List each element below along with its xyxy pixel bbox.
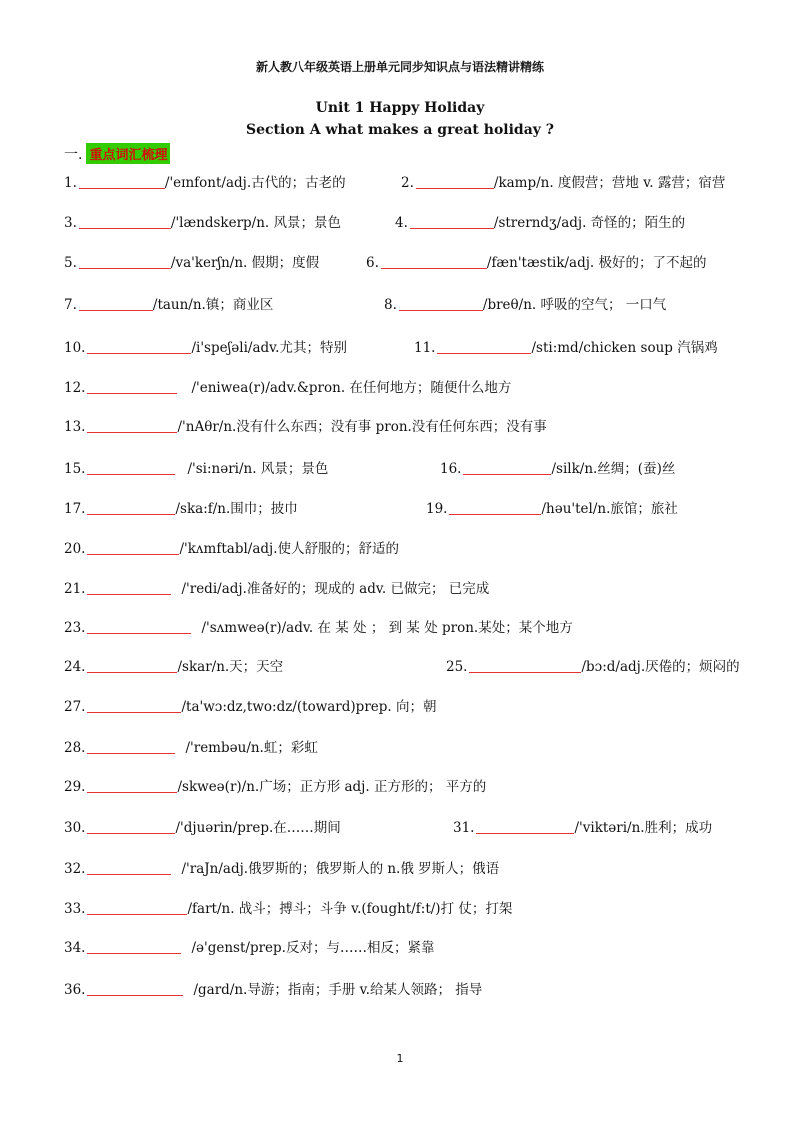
item-number: 10. [64, 340, 86, 356]
item-definition: /'raJn/adj.俄罗斯的；俄罗斯人的 n.俄 罗斯人；俄语 [181, 861, 500, 877]
vocab-item [64, 618, 573, 638]
vocab-item [64, 539, 399, 559]
answer-blank[interactable] [476, 819, 574, 834]
answer-blank[interactable] [87, 658, 177, 673]
item-definition: /sti:md/chicken soup 汽锅鸡 [531, 340, 718, 356]
vocab-item [64, 899, 512, 919]
document-title: 新人教八年级英语上册单元同步知识点与语法精讲精练 [255, 60, 544, 74]
item-definition: /ta'wɔ:dz,two:dz/(toward)prep. 向；朝 [181, 699, 437, 715]
vocab-item [384, 295, 666, 315]
item-number: 13. [64, 419, 86, 435]
answer-blank[interactable] [87, 339, 191, 354]
vocab-item [64, 579, 489, 599]
item-number: 33. [64, 901, 86, 917]
answer-blank[interactable] [87, 540, 179, 555]
item-definition: /'eniwea(r)/adv.&pron. 在任何地方；随便什么地方 [191, 380, 512, 396]
answer-blank[interactable] [87, 460, 175, 475]
vocab-item [64, 818, 341, 838]
part-number: 一. [64, 146, 83, 163]
vocab-item [414, 338, 718, 358]
item-number: 32. [64, 861, 86, 877]
vocab-item [446, 657, 740, 677]
item-number: 36. [64, 982, 86, 998]
item-number: 28. [64, 740, 86, 756]
answer-blank[interactable] [437, 339, 531, 354]
item-definition: /'eɪnfont/adj.古代的；古老的 [164, 175, 346, 191]
item-definition: /'si:nəri/n. 风景；景色 [187, 461, 329, 477]
answer-blank[interactable] [79, 174, 165, 189]
answer-blank[interactable] [87, 698, 181, 713]
item-number: 8. [384, 297, 397, 313]
answer-blank[interactable] [87, 819, 175, 834]
item-number: 21. [64, 581, 86, 597]
item-number: 16. [440, 461, 462, 477]
answer-blank[interactable] [79, 296, 153, 311]
item-number: 20. [64, 541, 86, 557]
vocab-item [64, 295, 273, 315]
item-number: 31. [453, 820, 475, 836]
item-definition: /'viktəri/n.胜利；成功 [574, 820, 713, 836]
vocab-item [64, 738, 318, 758]
item-definition: /strerndʒ/adj. 奇怪的；陌生的 [493, 215, 686, 231]
item-number: 24. [64, 659, 86, 675]
answer-blank[interactable] [416, 174, 494, 189]
vocab-item [395, 213, 685, 233]
vocab-item [64, 697, 436, 717]
item-definition: /fart/n. 战斗；搏斗；斗争 v.(fought/f:t/)打 仗；打架 [187, 901, 513, 917]
answer-blank[interactable] [449, 500, 541, 515]
vocab-item [64, 938, 434, 958]
item-definition: /'kʌmftabl/adj.使人舒服的；舒适的 [179, 541, 399, 557]
answer-blank[interactable] [87, 981, 183, 996]
answer-blank[interactable] [87, 860, 171, 875]
vocab-item [64, 459, 328, 479]
item-definition: /fæn'tæstik/adj. 极好的；了不起的 [486, 255, 707, 271]
section-title: Section A what makes a great holiday ? [246, 122, 554, 138]
item-number: 23. [64, 620, 86, 636]
item-definition: /ska:f/n.围巾；披巾 [175, 501, 298, 517]
answer-blank[interactable] [87, 619, 191, 634]
vocab-item [64, 213, 341, 233]
answer-blank[interactable] [87, 939, 181, 954]
item-definition: /i'speʃəli/adv.尤其；特别 [191, 340, 347, 356]
vocab-item [64, 657, 283, 677]
item-number: 2. [401, 175, 414, 191]
item-definition: /'nAθr/n.没有什么东西；没有事 pron.没有任何东西；没有事 [177, 419, 547, 435]
item-definition: /'rembəu/n.虹；彩虹 [185, 740, 318, 756]
item-definition: /bɔ:d/adj.厌倦的；烦闷的 [581, 659, 740, 675]
item-definition: /'redi/adj.准备好的；现成的 adv. 已做完； 已完成 [181, 581, 490, 597]
answer-blank[interactable] [87, 900, 187, 915]
item-definition: /silk/n.丝绸；(蚕)丝 [551, 461, 676, 477]
item-number: 30. [64, 820, 86, 836]
vocab-item [64, 173, 346, 193]
answer-blank[interactable] [463, 460, 551, 475]
answer-blank[interactable] [79, 214, 171, 229]
item-number: 1. [64, 175, 77, 191]
answer-blank[interactable] [79, 254, 171, 269]
item-number: 12. [64, 380, 86, 396]
answer-blank[interactable] [87, 778, 177, 793]
answer-blank[interactable] [87, 418, 177, 433]
item-number: 7. [64, 297, 77, 313]
unit-title: Unit 1 Happy Holiday [315, 100, 485, 116]
item-definition: /taun/n.镇；商业区 [152, 297, 274, 313]
item-number: 15. [64, 461, 86, 477]
item-number: 5. [64, 255, 77, 271]
item-number: 34. [64, 940, 86, 956]
answer-blank[interactable] [381, 254, 487, 269]
item-definition: /'lændskerp/n. 风景；景色 [170, 215, 342, 231]
vocab-item [64, 777, 486, 797]
vocab-item [64, 253, 319, 273]
answer-blank[interactable] [87, 379, 177, 394]
part-label-highlight: 重点词汇梳理 [86, 143, 170, 164]
item-number: 11. [414, 340, 436, 356]
vocab-item [64, 859, 499, 879]
answer-blank[interactable] [87, 739, 175, 754]
vocab-item [64, 378, 511, 398]
vocab-item [426, 499, 678, 519]
item-definition: /skweə(r)/n.广场；正方形 adj. 正方形的； 平方的 [177, 779, 487, 795]
vocab-item [64, 338, 347, 358]
item-definition: /gard/n.导游；指南；手册 v.给某人领路； 指导 [193, 982, 483, 998]
item-definition: /skar/n.天；天空 [177, 659, 284, 675]
item-number: 6. [366, 255, 379, 271]
vocab-item [440, 459, 675, 479]
answer-blank[interactable] [469, 658, 581, 673]
vocab-item [64, 499, 298, 519]
vocab-item [64, 980, 482, 1000]
item-number: 25. [446, 659, 468, 675]
item-definition: /'sʌmweə(r)/adv. 在 某 处 ； 到 某 处 pron.某处；某个地方 [201, 620, 573, 636]
vocab-item [401, 173, 725, 193]
item-definition: /həu'tel/n.旅馆；旅社 [541, 501, 678, 517]
item-definition: /va'kerʃn/n. 假期；度假 [170, 255, 320, 271]
item-definition: /ə'genst/prep.反对；与……相反；紧靠 [191, 940, 435, 956]
page-number: 1 [396, 1052, 404, 1065]
answer-blank[interactable] [410, 214, 494, 229]
vocab-item [64, 417, 547, 437]
item-number: 29. [64, 779, 86, 795]
answer-blank[interactable] [87, 500, 175, 515]
part-heading [64, 143, 170, 164]
answer-blank[interactable] [399, 296, 483, 311]
answer-blank[interactable] [87, 580, 171, 595]
vocab-item [453, 818, 712, 838]
item-number: 17. [64, 501, 86, 517]
item-number: 27. [64, 699, 86, 715]
item-definition: /breθ/n. 呼吸的空气； 一口气 [482, 297, 667, 313]
item-number: 19. [426, 501, 448, 517]
item-number: 3. [64, 215, 77, 231]
vocab-item [366, 253, 707, 273]
item-number: 4. [395, 215, 408, 231]
item-definition: /'djuərin/prep.在……期间 [175, 820, 341, 836]
item-definition: /kamp/n. 度假营；营地 v. 露营；宿营 [493, 175, 726, 191]
